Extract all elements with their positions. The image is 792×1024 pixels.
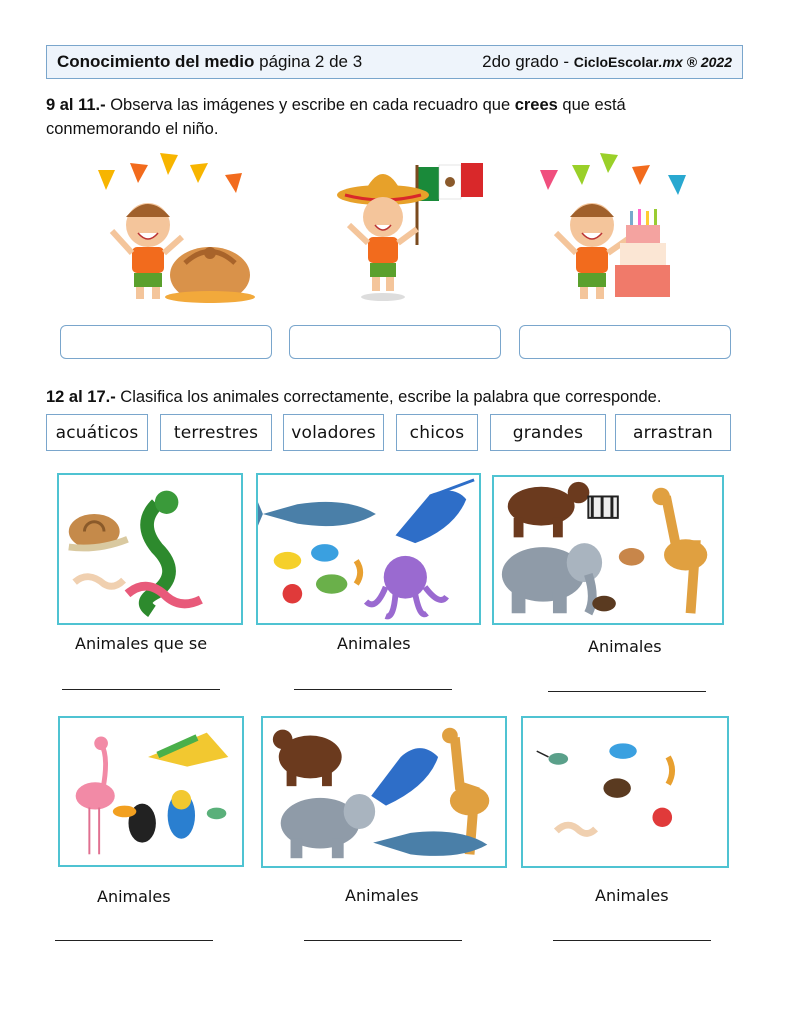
answer-line-3[interactable] [548, 691, 706, 692]
answer-box-1[interactable] [60, 325, 272, 359]
aquatic-animals-image [256, 473, 481, 625]
crawling-animals-image [57, 473, 243, 625]
subject-title: Conocimiento del medio [57, 52, 255, 71]
word-voladores[interactable]: voladores [283, 414, 384, 451]
caption-5: Animales [345, 886, 419, 905]
page-number: página 2 de 3 [259, 52, 363, 71]
site-name: CicloEscolar [573, 54, 659, 70]
answer-line-4[interactable] [55, 940, 213, 941]
word-arrastran[interactable]: arrastran [615, 414, 731, 451]
word-acuaticos[interactable]: acuáticos [46, 414, 148, 451]
answer-line-1[interactable] [62, 689, 220, 690]
kid-with-mexican-flag-illustration [335, 145, 525, 310]
caption-1: Animales que se [75, 634, 208, 653]
word-chicos[interactable]: chicos [396, 414, 478, 451]
flying-animals-image [58, 716, 244, 867]
caption-6: Animales [595, 886, 669, 905]
answer-box-2[interactable] [289, 325, 501, 359]
site-suffix: .mx ® 2022 [658, 54, 732, 70]
answer-box-3[interactable] [519, 325, 731, 359]
caption-3: Animales [588, 637, 662, 656]
grade-label: 2do grado [482, 52, 559, 71]
word-terrestres[interactable]: terrestres [160, 414, 272, 451]
big-animals-image [261, 716, 507, 868]
caption-2: Animales [337, 634, 411, 653]
answer-line-6[interactable] [553, 940, 711, 941]
kid-with-birthday-cake-illustration [540, 145, 730, 310]
question-9-11: 9 al 11.- Observa las imágenes y escribe en cada recuadro que crees que está conmemorando el niño. [46, 96, 626, 138]
answer-line-5[interactable] [304, 940, 462, 941]
header-left [57, 52, 362, 72]
page-header [46, 45, 743, 79]
kid-with-bread-illustration [90, 145, 280, 310]
word-grandes[interactable]: grandes [490, 414, 606, 451]
header-right: 2do grado - CicloEscolar.mx ® 2022 [482, 52, 732, 71]
answer-line-2[interactable] [294, 689, 452, 690]
small-animals-image [521, 716, 729, 868]
land-animals-image [492, 475, 724, 625]
caption-4: Animales [97, 887, 171, 906]
question-12-17: 12 al 17.- Clasifica los animales correctamente, escribe la palabra que corresponde. [46, 388, 662, 406]
